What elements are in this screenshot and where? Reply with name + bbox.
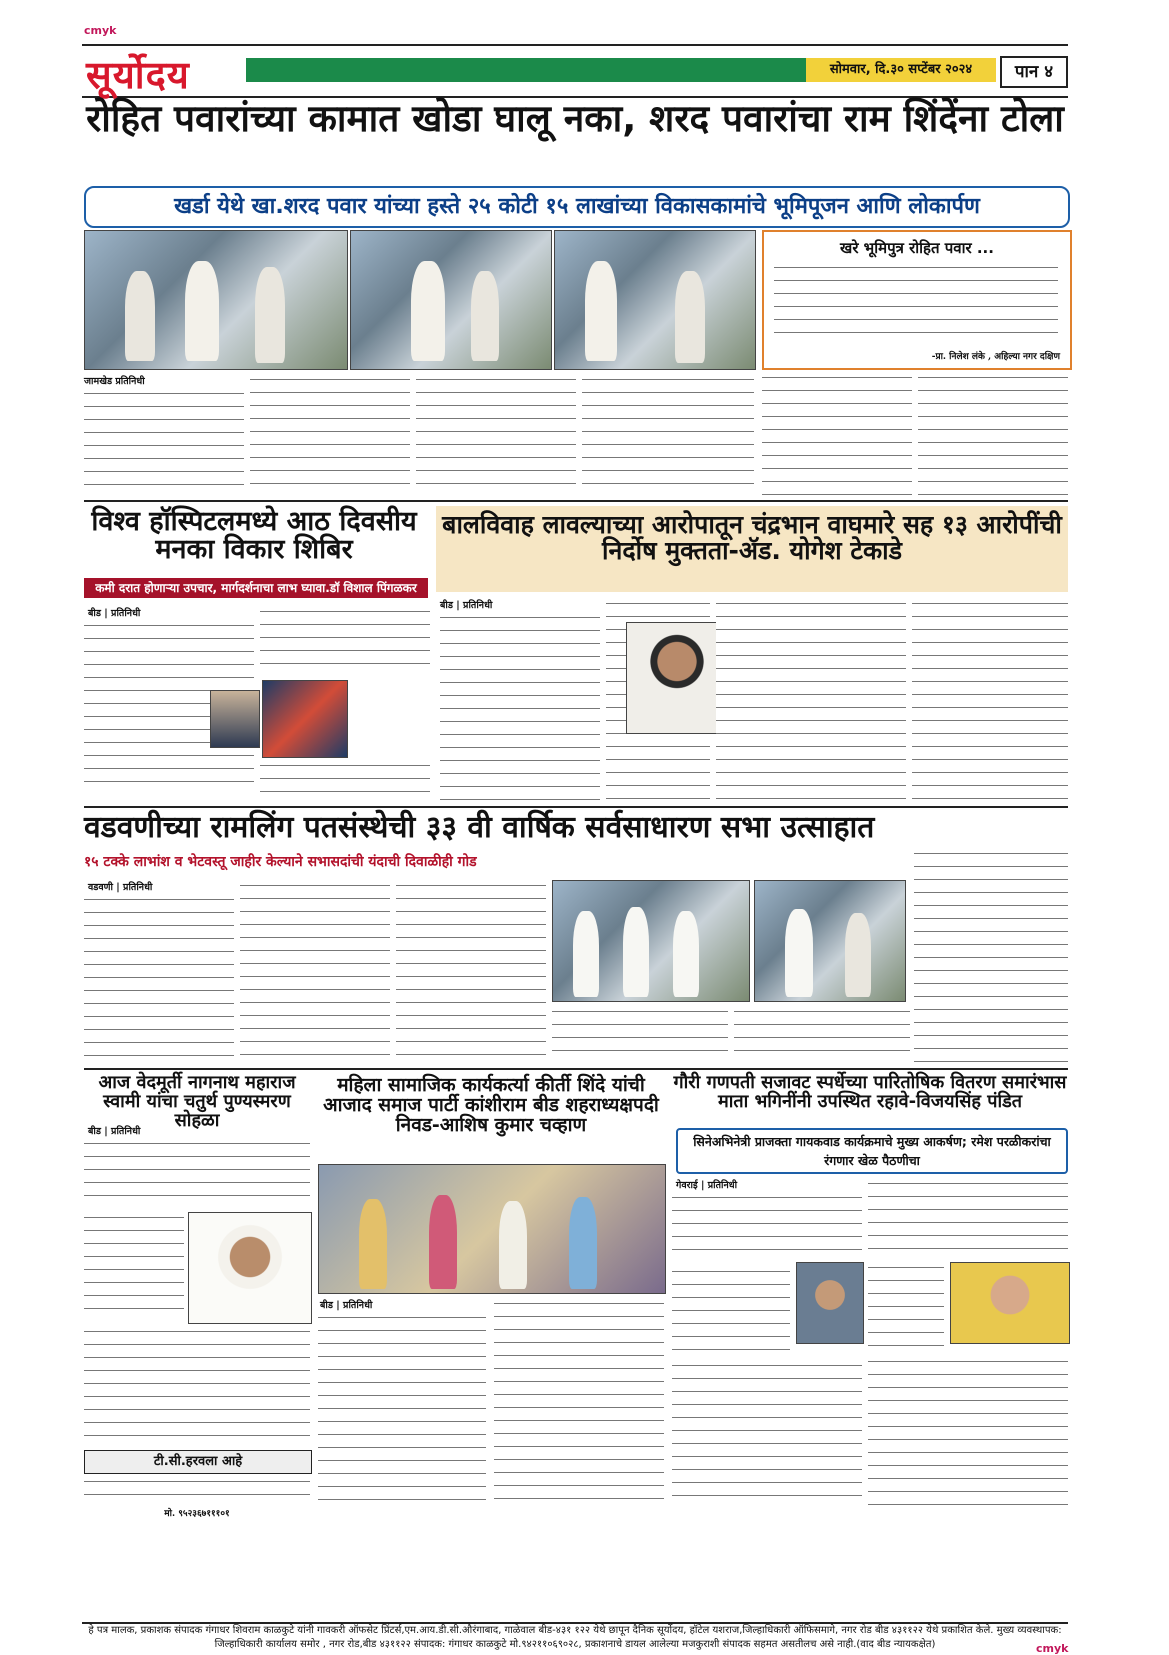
- society-column-6: [914, 848, 1068, 1062]
- print-mark-bottom: cmyk: [1036, 1642, 1069, 1655]
- kirti-column-1: [318, 1312, 486, 1508]
- vijaysinh-photo: [796, 1262, 864, 1344]
- imprint-footer: हे पत्र मालक, प्रकाशक संपादक गंगाधर शिवराम काळकुटे यांनी गावकरी ऑफसेट प्रिंटर्स,एम.आय.डी.सी.औरंगाबाद, गाळेवाल बीड-४३१ १२२ येथे छापून दैनिक सूर्योदय, हॉटेल यशराज,जिल्हाधिकारी ऑफिसमागे, नगर रोड बीड ४३११२२ येथे प्रकाशित केले. मुख्य व्यवस्थापक: जिल्हाधिकारी कार्यालय समोर , नगर रोड,बीड ४३११२२ संपादक: गंगाधर काळकुटे मो.९४२११०६९०२८, प्रकाशनाचे डायल आलेल्या मजकुराशी संपादक सहमत असतीलच असे नाही.(वाद बीड न्यायकक्षेत): [82, 1622, 1068, 1652]
- society-photo-1: [552, 880, 750, 1002]
- society-column-5: [734, 1006, 910, 1062]
- society-headline: वडवणीच्या रामलिंग पतसंस्थेची ३३ वी वार्षिक सर्वसाधारण सभा उत्साहात: [84, 810, 875, 845]
- gauri-headline: गौरी गणपती सजावट स्पर्धेच्या पारितोषिक वितरण समारंभास माता भगिनींनी उपस्थित रहावे-विजयसिंह पंडित: [673, 1072, 1067, 1112]
- lead-photo-2: [350, 230, 552, 370]
- newspaper-logo: सूर्योदय: [86, 52, 190, 97]
- gauri-column-2: [672, 1266, 790, 1356]
- lead-column-2: [250, 374, 410, 494]
- maharaj-column-1: [84, 1138, 310, 1208]
- society-photo-2: [754, 880, 906, 1002]
- gauri-column-3: [672, 1360, 862, 1508]
- society-column-3: [396, 880, 546, 1062]
- lead-photo-3: [554, 230, 756, 370]
- kirti-byline: बीड | प्रतिनिधी: [320, 1300, 373, 1311]
- society-column-4: [552, 1006, 728, 1062]
- lead-subhead: खर्डा येथे खा.शरद पवार यांच्या हस्ते २५ कोटी १५ लाखांच्या विकासकामांचे भूमिपूजन आणि लोकार्पण: [174, 194, 980, 219]
- kirti-group-photo: [318, 1164, 666, 1294]
- gauri-highlight-text: सिनेअभिनेत्री प्राजक्ता गायकवाड कार्यक्रमाचे मुख्य आकर्षण; रमेश परळीकरांचा रंगणार खेळ पैठणीचा: [693, 1134, 1051, 1168]
- advocate-portrait: [626, 622, 728, 734]
- notice-phone: मो. ९५२३६७१११०१: [164, 1509, 230, 1519]
- society-byline: वडवणी | प्रतिनिधी: [88, 882, 153, 893]
- gauri-column-1: [672, 1192, 862, 1262]
- child-marriage-column-3: [716, 598, 906, 802]
- society-column-2: [240, 880, 390, 1062]
- maharaj-portrait: [188, 1212, 312, 1324]
- sidebox-title: खरे भूमिपुत्र रोहित पवार ...: [840, 239, 994, 257]
- notice-title: टी.सी.हरवला आहे: [84, 1450, 312, 1474]
- masthead-green-bar: [246, 58, 806, 82]
- society-column-1: [84, 894, 234, 1062]
- lead-column-6: [918, 372, 1068, 496]
- lead-byline: जामखेड प्रतिनिधी: [84, 376, 145, 387]
- prajakta-photo: [950, 1262, 1070, 1344]
- society-subhead: १५ टक्के लाभांश व भेटवस्तू जाहीर केल्याने सभासदांची यंदाची दिवाळीही गोड: [84, 854, 477, 870]
- lead-column-5: [762, 372, 912, 496]
- maharaj-byline: बीड | प्रतिनिधी: [88, 1126, 141, 1137]
- hospital-doctor-photo: [210, 690, 260, 748]
- child-marriage-byline: बीड | प्रतिनिधी: [440, 600, 493, 611]
- lead-headline: रोहित पवारांच्या कामात खोडा घालू नका, शरद पवारांचा राम शिंदेंना टोला: [86, 97, 1064, 140]
- gauri-column-5: [868, 1262, 944, 1352]
- print-mark-top: cmyk: [84, 24, 117, 37]
- notice-text: [84, 1476, 310, 1506]
- maharaj-headline: आज वेदमूर्ती नागनाथ महाराज स्वामी यांचा चतुर्थ पुण्यस्मरण सोहळा: [98, 1072, 296, 1131]
- issue-date: सोमवार, दि.३० सप्टेंबर २०२४: [806, 58, 996, 82]
- section-divider-3: [84, 1068, 1068, 1070]
- gauri-highlight-box: [676, 1128, 1068, 1174]
- section-divider-1: [84, 500, 1068, 502]
- gauri-column-6: [868, 1356, 1068, 1508]
- child-marriage-column-4: [912, 598, 1068, 802]
- lead-column-1: [84, 388, 244, 494]
- lead-sidebox: [762, 230, 1072, 370]
- maharaj-column-3: [84, 1326, 310, 1444]
- hospital-byline: बीड | प्रतिनिधी: [88, 608, 141, 619]
- child-marriage-headline: बालविवाह लावल्याच्या आरोपातून चंद्रभान वाघमारे सह १३ आरोपींची निर्दोष मुक्तता-ॲड. योगेश टेकाडे: [442, 510, 1062, 566]
- hospital-strap: कमी दरात होणाऱ्या उपचार, मार्गदर्शनाचा लाभ घ्यावा.डॉ विशाल पिंगळकर: [84, 578, 428, 598]
- sidebox-text: [774, 262, 1058, 338]
- lead-photo-1: [84, 230, 348, 370]
- lead-column-3: [416, 374, 576, 494]
- gauri-byline: गेवराई | प्रतिनिधी: [676, 1180, 738, 1191]
- hospital-column-3: [260, 760, 430, 800]
- kirti-column-2: [494, 1298, 664, 1508]
- hospital-column-2: [260, 606, 430, 676]
- page-number: पान ४: [1000, 56, 1068, 88]
- maharaj-column-2: [84, 1212, 184, 1312]
- gauri-column-4: [868, 1178, 1068, 1258]
- section-divider-2: [84, 806, 1068, 808]
- lead-column-4: [582, 374, 754, 494]
- sidebox-credit: -प्रा. निलेश लंके , अहिल्या नगर दक्षिण: [931, 352, 1060, 362]
- lead-subhead-banner: [84, 186, 1070, 228]
- hospital-headline: विश्व हॉस्पिटलमध्ये आठ दिवसीय मनका विकार शिबिर: [91, 506, 417, 566]
- kirti-headline: महिला सामाजिक कार्यकर्त्या कीर्ती शिंदे यांची आजाद समाज पार्टी कांशीराम बीड शहराध्यक्षपदी निवड-आशिष कुमार चव्हाण: [323, 1074, 659, 1136]
- child-marriage-column-1: [440, 612, 600, 802]
- spine-illustration: [262, 680, 348, 758]
